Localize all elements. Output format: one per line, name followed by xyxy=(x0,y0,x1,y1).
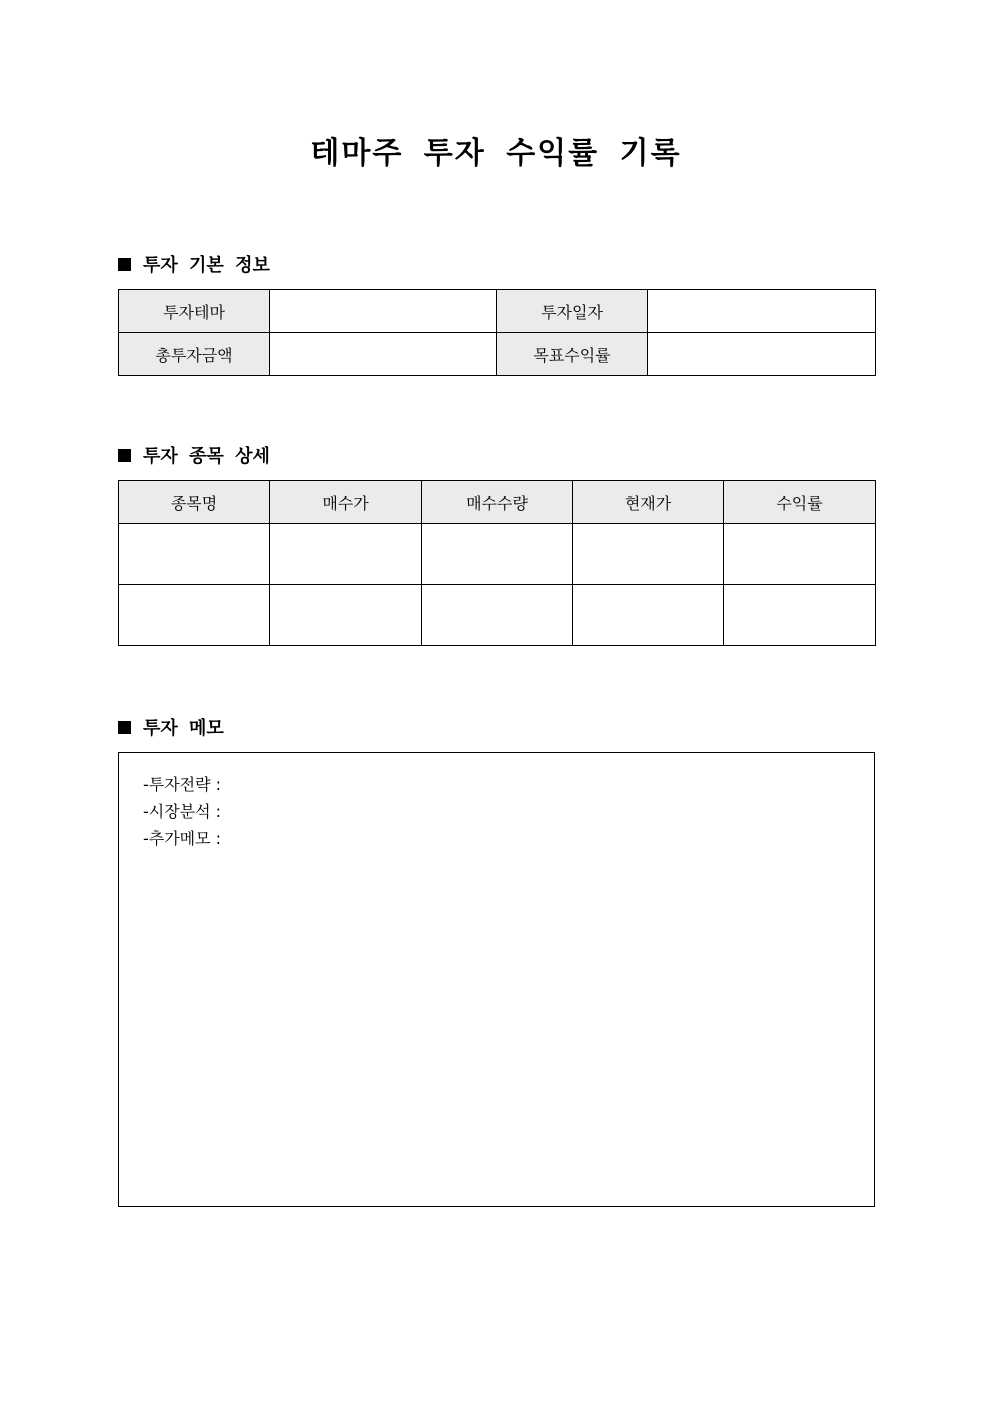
column-header-stock-name: 종목명 xyxy=(119,481,270,524)
section-heading-label: 투자 기본 정보 xyxy=(143,255,270,276)
cell-stock-name[interactable] xyxy=(119,524,270,585)
holdings-table xyxy=(118,480,876,646)
cell-buy-price[interactable] xyxy=(270,524,422,585)
section-heading-basic-info xyxy=(118,251,270,277)
cell-return-rate[interactable] xyxy=(724,524,876,585)
label-total-investment: 총투자금액 xyxy=(119,333,270,376)
cell-buy-quantity[interactable] xyxy=(422,524,573,585)
black-square-icon xyxy=(118,721,131,734)
field-target-return[interactable] xyxy=(648,333,876,376)
column-header-buy-price: 매수가 xyxy=(270,481,422,524)
section-heading-label: 투자 메모 xyxy=(143,718,224,739)
label-investment-date: 투자일자 xyxy=(497,290,648,333)
field-investment-date[interactable] xyxy=(648,290,876,333)
page-title: 테마주 투자 수익률 기록 xyxy=(310,136,682,171)
label-target-return: 목표수익률 xyxy=(497,333,648,376)
memo-box[interactable] xyxy=(118,752,875,1207)
column-header-current-price: 현재가 xyxy=(573,481,724,524)
basic-info-table xyxy=(118,289,876,376)
table-row xyxy=(119,585,876,646)
cell-buy-quantity[interactable] xyxy=(422,585,573,646)
field-investment-theme[interactable] xyxy=(270,290,497,333)
column-header-buy-quantity: 매수수량 xyxy=(422,481,573,524)
black-square-icon xyxy=(118,258,131,271)
table-header-row xyxy=(119,481,876,524)
section-heading-memo xyxy=(118,714,224,740)
cell-buy-price[interactable] xyxy=(270,585,422,646)
table-row xyxy=(119,524,876,585)
section-heading-holdings xyxy=(118,442,270,468)
cell-current-price[interactable] xyxy=(573,524,724,585)
column-header-return-rate: 수익률 xyxy=(724,481,876,524)
table-row xyxy=(119,333,876,376)
cell-return-rate[interactable] xyxy=(724,585,876,646)
memo-line-market-analysis: -시장분석 : xyxy=(143,802,222,821)
memo-line-strategy: -투자전략 : xyxy=(143,775,222,794)
cell-stock-name[interactable] xyxy=(119,585,270,646)
section-heading-label: 투자 종목 상세 xyxy=(143,446,270,467)
table-row xyxy=(119,290,876,333)
cell-current-price[interactable] xyxy=(573,585,724,646)
field-total-investment[interactable] xyxy=(270,333,497,376)
memo-lines xyxy=(143,771,221,852)
memo-line-additional-notes: -추가메모 : xyxy=(143,829,222,848)
black-square-icon xyxy=(118,449,131,462)
label-investment-theme: 투자테마 xyxy=(119,290,270,333)
